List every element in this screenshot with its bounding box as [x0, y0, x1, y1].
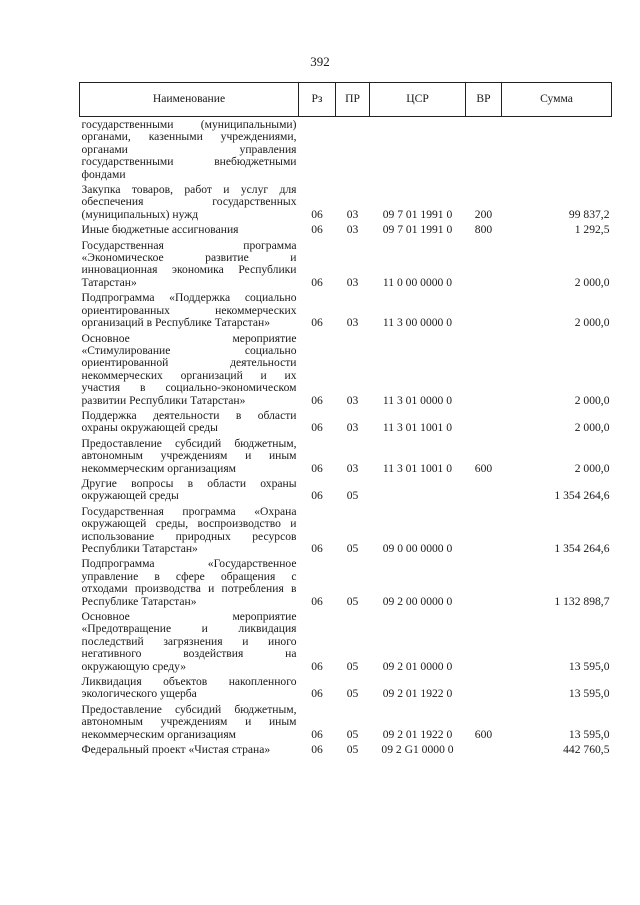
row-name-line: Государственная программа: [81, 238, 297, 252]
row-pr: 05: [346, 489, 359, 503]
row-name-line: негативного воздействия на: [81, 647, 297, 661]
row-pr: 05: [346, 594, 359, 608]
row-name: [80, 476, 299, 504]
row-vr: [466, 117, 502, 183]
row-csr: 11 0 00 0000 0: [382, 275, 453, 289]
row-sum: 2 000,0: [574, 316, 610, 330]
row-name-line: автономным учреждениям и иным: [81, 715, 297, 729]
row-name-line: Иные бюджетные ассигнования: [81, 223, 239, 237]
row-name-line: Республики Татарстан»: [81, 542, 198, 555]
row-name-line: органами управления: [81, 142, 297, 156]
row-sum: 1 354 264,6: [554, 489, 610, 503]
row-sum: 2 000,0: [574, 275, 610, 289]
row-csr: 11 3 01 1001 0: [382, 461, 453, 475]
table-row: [80, 476, 612, 504]
row-name-line: ориентированных некоммерческих: [81, 303, 297, 317]
row-rz: 06: [311, 316, 323, 330]
row-name-line: Подпрограмма «Государственное: [81, 557, 297, 571]
row-vr: [466, 742, 502, 757]
row-name-line: Основное мероприятие: [81, 610, 297, 624]
table-row: [80, 609, 612, 674]
row-pr: 05: [346, 743, 359, 757]
row-name-line: Подпрограмма «Поддержка социально: [81, 291, 297, 305]
row-csr: 09 2 00 0000 0: [382, 594, 453, 608]
row-pr: 05: [346, 687, 359, 701]
row-name-line: управление в сфере обращения с: [81, 569, 297, 583]
row-vr: 200: [474, 207, 493, 221]
row-name-line: «Стимулирование социально: [81, 343, 297, 357]
table-row: [80, 556, 612, 609]
row-name-line: Республике Татарстан»: [81, 594, 197, 608]
row-name: [80, 742, 299, 757]
row-name-line: Закупка товаров, работ и услуг для: [81, 183, 297, 197]
row-rz: 06: [311, 275, 323, 289]
row-pr: 05: [346, 727, 359, 741]
table-row: [80, 408, 612, 436]
budget-table: [79, 82, 612, 758]
row-pr: 03: [346, 393, 359, 407]
row-rz: 06: [311, 489, 323, 503]
row-vr: [466, 609, 502, 674]
row-vr: [466, 290, 502, 330]
row-name-line: Государственная программа «Охрана: [81, 504, 297, 518]
row-name-line: органами, казенными учреждениями,: [81, 130, 297, 144]
row-name-line: некоммерческим организациям: [81, 461, 236, 475]
row-pr: 03: [346, 207, 359, 221]
row-vr: [466, 331, 502, 408]
row-rz: 06: [311, 223, 323, 237]
row-name-line: охраны окружающей среды: [81, 421, 218, 435]
table-row: [80, 331, 612, 408]
row-vr: 600: [474, 727, 493, 741]
row-sum: 13 595,0: [568, 659, 610, 673]
table-row: [80, 222, 612, 237]
row-pr: 03: [346, 316, 359, 330]
row-csr: 11 3 01 1001 0: [382, 421, 453, 435]
row-csr: [370, 476, 466, 504]
row-name-line: Ликвидация объектов накопленного: [81, 675, 297, 689]
row-name: [80, 182, 299, 222]
row-csr: 09 2 01 0000 0: [382, 659, 453, 673]
row-name: [80, 408, 299, 436]
row-rz: 06: [311, 393, 323, 407]
row-name-line: отходами производства и потребления в: [81, 582, 297, 596]
row-sum: 1 354 264,6: [554, 542, 610, 555]
row-name-line: «Экономическое развитие и: [81, 251, 297, 265]
row-pr: [336, 117, 370, 183]
row-name: [80, 290, 299, 330]
row-name: [80, 674, 299, 702]
table-row: [80, 182, 612, 222]
row-name-line: окружающую среду»: [81, 659, 187, 673]
row-rz: 06: [311, 421, 323, 435]
row-name-line: Другие вопросы в области охраны: [81, 476, 297, 490]
row-csr: 09 2 01 1922 0: [382, 727, 453, 741]
row-name-line: фондами: [81, 167, 126, 181]
row-name-line: некоммерческим организациям: [81, 727, 236, 741]
row-vr: [466, 238, 502, 291]
row-csr: 11 3 01 0000 0: [382, 393, 453, 407]
header-csr: ЦСР: [370, 83, 466, 117]
row-vr: [466, 476, 502, 504]
row-sum: 442 760,5: [563, 743, 610, 757]
row-pr: 03: [346, 461, 359, 475]
row-sum: 1 132 898,7: [554, 594, 610, 608]
row-vr: 800: [474, 223, 493, 237]
row-name-line: государственными внебюджетными: [81, 155, 297, 169]
table-row: [80, 117, 612, 183]
row-rz: 06: [311, 687, 323, 701]
row-rz: 06: [311, 207, 323, 221]
row-name-line: окружающей среды, воспроизводство и: [81, 517, 297, 531]
row-rz: 06: [311, 594, 323, 608]
row-name-line: Татарстан»: [81, 275, 137, 289]
table-row: [80, 674, 612, 702]
row-rz: 06: [311, 461, 323, 475]
row-pr: 05: [346, 659, 359, 673]
header-rz: Рз: [299, 83, 336, 117]
header-name: Наименование: [80, 83, 299, 117]
row-name-line: «Предотвращение и ликвидация: [81, 622, 297, 636]
row-name-line: экологического ущерба: [81, 687, 197, 701]
row-name-line: окружающей среды: [81, 489, 179, 503]
table-header-row: [80, 83, 612, 117]
row-name-line: инновационная экономика Республики: [81, 263, 297, 277]
row-vr: [466, 408, 502, 436]
row-sum: 1 292,5: [574, 223, 610, 237]
row-sum: 2 000,0: [574, 461, 610, 475]
row-vr: [466, 556, 502, 609]
row-rz: 06: [311, 542, 323, 555]
row-name-line: обеспечения государственных: [81, 195, 297, 209]
page-number: 392: [310, 54, 330, 69]
row-name-line: автономным учреждениям и иным: [81, 449, 297, 463]
header-sum: Сумма: [502, 83, 612, 117]
row-csr: 09 2 G1 0000 0: [381, 743, 454, 757]
row-sum: 2 000,0: [574, 421, 610, 435]
row-name-line: (муниципальных) нужд: [81, 207, 199, 221]
row-sum: 13 595,0: [568, 727, 610, 741]
row-name: [80, 504, 299, 557]
row-name-line: Предоставление субсидий бюджетным,: [81, 702, 297, 716]
table-row: [80, 702, 612, 742]
row-name-line: Предоставление субсидий бюджетным,: [81, 436, 297, 450]
row-sum: 99 837,2: [568, 207, 610, 221]
row-pr: 03: [346, 223, 359, 237]
header-pr: ПР: [336, 83, 370, 117]
table-row: [80, 504, 612, 557]
row-name-line: некоммерческих организаций и их: [81, 368, 297, 382]
row-csr: 11 3 00 0000 0: [382, 316, 453, 330]
row-sum: 13 595,0: [568, 687, 610, 701]
row-pr: 03: [346, 421, 359, 435]
row-pr: 03: [346, 275, 359, 289]
row-rz: [299, 117, 336, 183]
row-name-line: развитии Республики Татарстан»: [81, 393, 246, 407]
row-name: [80, 238, 299, 291]
row-name-line: государственными (муниципальными): [81, 118, 297, 131]
row-vr: [466, 504, 502, 557]
row-name: [80, 331, 299, 408]
row-rz: 06: [311, 743, 323, 757]
row-vr: [466, 674, 502, 702]
table-row: [80, 290, 612, 330]
row-name-line: Основное мероприятие: [81, 331, 297, 345]
row-rz: 06: [311, 659, 323, 673]
row-name: [80, 556, 299, 609]
row-rz: 06: [311, 727, 323, 741]
row-name-line: ориентированной деятельности: [81, 356, 297, 370]
row-name: [80, 117, 299, 183]
row-csr: [370, 117, 466, 183]
row-sum: 2 000,0: [574, 393, 610, 407]
table-row: [80, 238, 612, 291]
row-name-line: использование природных ресурсов: [81, 529, 297, 543]
table-row: [80, 436, 612, 476]
row-csr: 09 7 01 1991 0: [382, 207, 453, 221]
row-name: [80, 609, 299, 674]
table-body: [80, 117, 612, 758]
table-row: [80, 742, 612, 757]
row-name-line: организаций в Республике Татарстан»: [81, 316, 271, 330]
row-csr: 09 7 01 1991 0: [382, 223, 453, 237]
row-name: [80, 222, 299, 237]
header-vr: ВР: [466, 83, 502, 117]
row-vr: 600: [474, 461, 493, 475]
row-name-line: последствий загрязнения и иного: [81, 634, 297, 648]
row-sum: [502, 117, 612, 183]
row-name-line: Поддержка деятельности в области: [81, 408, 297, 422]
row-name-line: участия в социально-экономическом: [81, 381, 297, 395]
row-name: [80, 702, 299, 742]
row-name: [80, 436, 299, 476]
row-pr: 05: [346, 542, 359, 555]
row-name-line: Федеральный проект «Чистая страна»: [81, 743, 271, 757]
row-csr: 09 0 00 0000 0: [382, 542, 453, 555]
row-csr: 09 2 01 1922 0: [382, 687, 453, 701]
